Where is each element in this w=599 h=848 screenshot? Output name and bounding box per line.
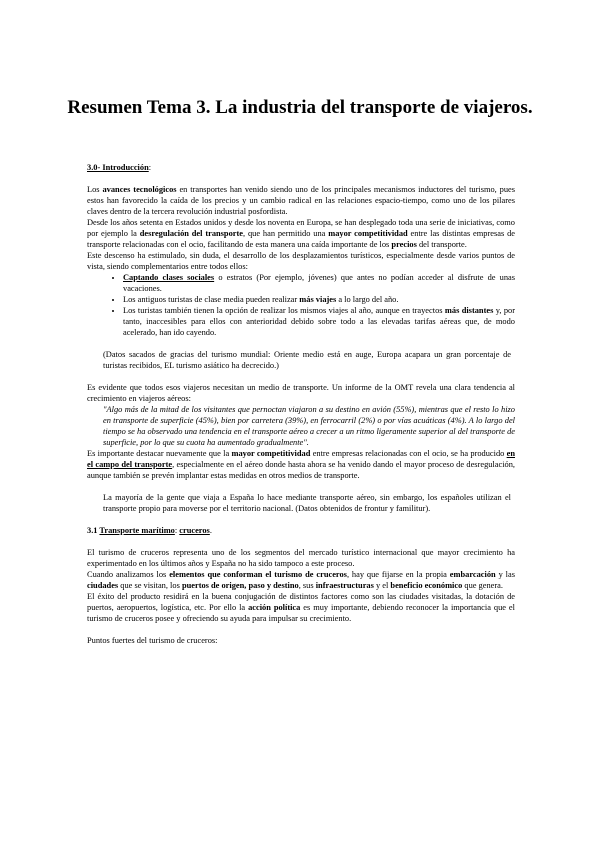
bullet-list: [87, 272, 515, 338]
section-heading-3-0: 3.0- Introducción:: [87, 163, 152, 172]
note-espana: La mayoría de la gente que viaja a España lo hace mediante transporte aéreo, sin embargo, los españoles utilizan el transporte propio para moverse por el territorio nacional. (Datos obtenidos de frontur y familitur).: [103, 493, 511, 513]
section-heading-3-1: 3.1 Transporte marítimo: cruceros.: [87, 526, 212, 535]
paragraph-competitividad: Es importante destacar nuevamente que la mayor competitividad entre empresas relacionadas con el ocio, se ha producido en el campo del transporte, especialmente en el aéreo donde hasta ahora se ha venido dando el mayor proceso de desregulación, aunque también se prevén implantar estas medidas en otros medios de transporte.: [87, 449, 515, 480]
paragraph-avances: Los avances tecnológicos en transportes han venido siendo uno de los principales mecanismos inductores del turismo, pues estos han favorecido la caída de los precios y un cambio radical en las relaciones espacio-tiempo, como uno de los pilares claves dentro de la tercera revolución industrial posfordista.: [87, 185, 515, 216]
paragraph-puntos-fuertes: Puntos fuertes del turismo de cruceros:: [87, 636, 218, 645]
note-datos-turismo: (Datos sacados de gracias del turismo mundial: Oriente medio está en auge, Europa acapara un gran porcentaje de turistas recibidos, EL turismo asiático ha decrecido.): [103, 350, 511, 370]
paragraph-omt: Es evidente que todos esos viajeros necesitan un medio de transporte. Un informe de la OMT revela una clara tendencia al crecimiento en viajeros aéreos:: [87, 383, 515, 403]
paragraph-desregulacion: Desde los años setenta en Estados unidos y desde los noventa en Europa, se han desplegado toda una serie de iniciativas, como por ejemplo la desregulación del transporte, que han permitido una mayor competitividad entre las distintas empresas de transporte relacionadas con el ocio, facilitando de esta manera una caída importante de los precios del transporte.: [87, 218, 515, 249]
paragraph-cruceros: El turismo de cruceros representa uno de los segmentos del mercado turístico internacional que mayor crecimiento ha experimentado en los últimos años y España no ha sido tampoco a este proceso.: [87, 548, 515, 568]
paragraph-exito: El éxito del producto residirá en la buena conjugación de distintos factores como son las ciudades visitadas, la dotación de puertos, aeropuertos, logística, etc. Por ello la acción política es muy importante, debiendo reconocer la importancia que el turismo de cruceros posee y ofreciendo su ayuda para impulsar su crecimiento.: [87, 592, 515, 623]
list-item: • Los turistas también tienen la opción de realizar los mismos viajes al año, aunque en trayectos más distantes y, por tanto, inaccesibles para ellos con anterioridad debido sobre todo a las elevadas tarifas aéreas que, de modo acelerado, han ido cayendo.: [123, 305, 515, 338]
document-title: Resumen Tema 3. La industria del transporte de viajeros.: [67, 97, 533, 118]
document-body: [87, 162, 515, 646]
list-item: • Captando clases sociales o estratos (Por ejemplo, jóvenes) que antes no podían acceder al disfrute de unas vacaciones.: [123, 272, 515, 294]
paragraph-descenso: Este descenso ha estimulado, sin duda, el desarrollo de los desplazamientos turísticos, especialmente desde varios puntos de vista, siendo complementarios entre todos ellos:: [87, 251, 515, 271]
quote-omt: "Algo más de la mitad de los visitantes que pernoctan viajaron a su destino en avión (55%), mientras que el resto lo hizo en transporte de superficie (45%), bien por carretera (39%), en ferrocarril (2%) o por vías acuáticas (4%). A lo largo del tiempo se ha observado una tendencia en el transporte aéreo a crecer a un ritmo ligeramente superior al del transporte de superficie, por lo que su cuota ha aumentado gradualmente".: [103, 405, 515, 447]
paragraph-elementos: Cuando analizamos los elementos que conforman el turismo de cruceros, hay que fijarse en la propia embarcación y las ciudades que se visitan, los puertos de origen, paso y destino, sus infraestructuras y el beneficio económico que genera.: [87, 570, 515, 590]
list-item: • Los antiguos turistas de clase media pueden realizar más viajes a lo largo del año.: [123, 294, 515, 305]
